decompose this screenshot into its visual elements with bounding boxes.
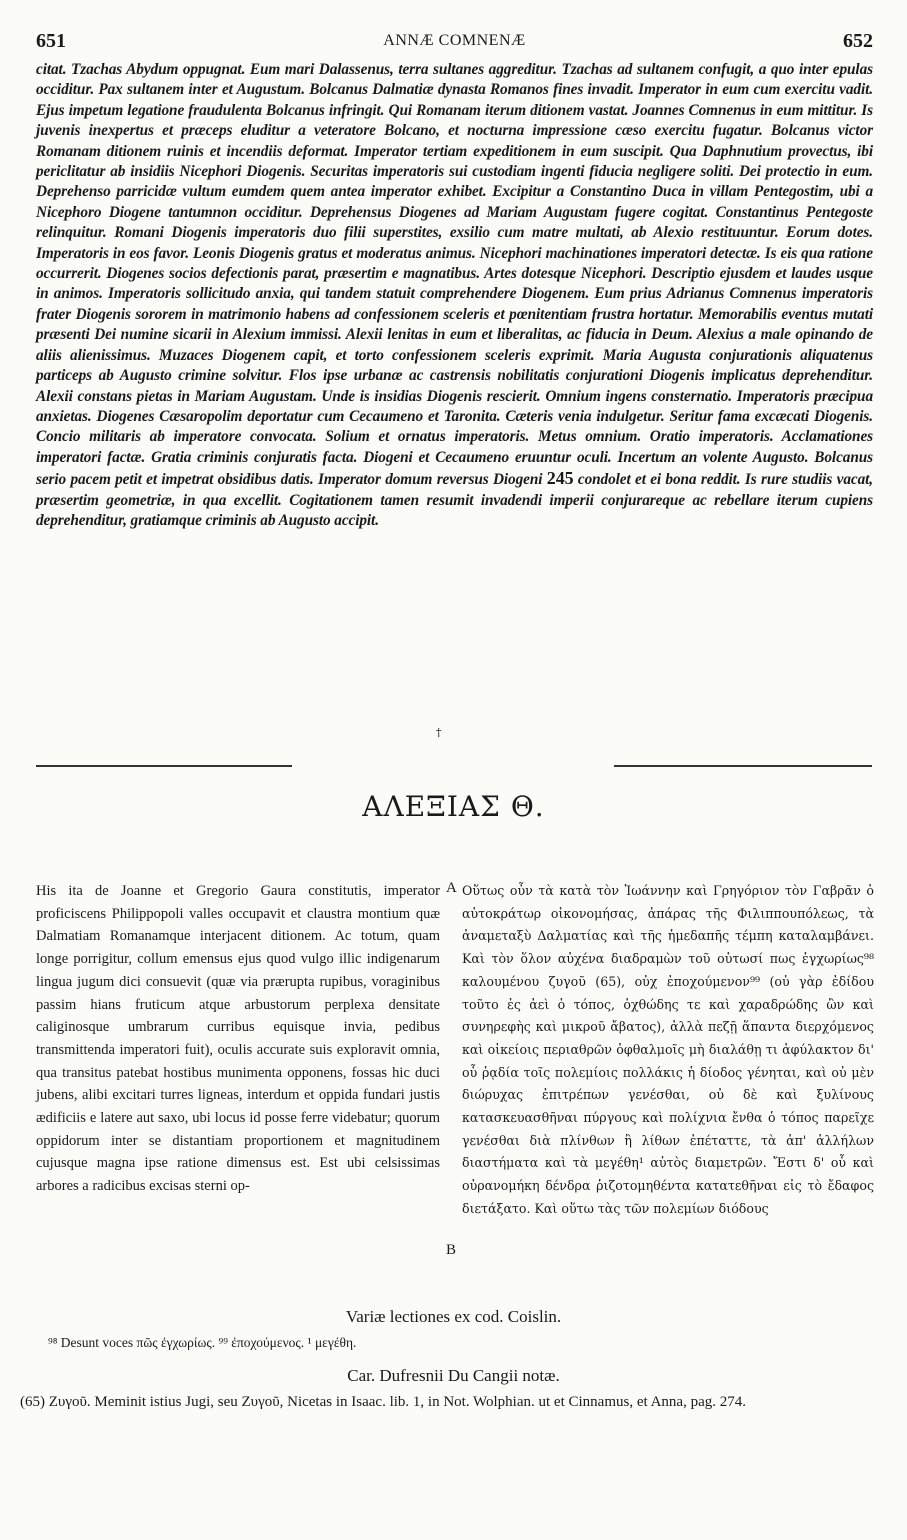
divider-mark: † [436,726,442,739]
section-divider-left [36,765,292,767]
variant-readings-heading: Variæ lectiones ex cod. Coislin. [345,1307,562,1326]
chapter-summary [36,60,873,531]
column-marker-b: B [446,1242,457,1258]
page-header [36,30,873,56]
running-title: ANNÆ COMNENÆ [383,32,526,49]
variant-readings-note: ⁹⁸ Desunt voces πῶς ἐγχωρίως. ⁹⁹ ἐποχούμενος. ¹ μεγέθη. [48,1335,357,1350]
latin-column: His ita de Joanne et Gregorio Gaura constitutis, imperator proficiscens Philippopoli valles occupavit et claustra montium quæ Dalmatiam Romanamque interjacent ditionem. Ac totum, quam longe porrigitur, collum emensus ejus quod vulgo illic indigenarum lingua jugum dici consuevit (quæ via prærupta rupibus, voraginibus passim hians fruticum atque arbustorum perplexa densitate caliginosque umbrarum curribus equisque invia, pedibus transmittenda imperatori fuit), oculis accurate suis exploravit omnia, qua transitus patebat hostibus munimenta opponens, fossas hic duci jubens, alibi excitari turres ligneas, interdum et oppida fundari justis ædificiis e latere aut saxo, ubi locus id posse ferre videbatur; quorum oppidorum inter se distantiam proportionem et magnitudinem cujusque magna ipse ratione dimensus est. Est ubi celsissimas arbores a radicibus excisas sterni op- [36,883,440,1195]
page-marker: 245 [546,468,574,489]
column-marker-a: A [446,880,457,896]
section-divider-right [614,765,872,767]
book-title: ΑΛΕΞΙΑΣ Θ. [362,790,545,823]
notes-heading: Car. Dufresnii Du Cangii notæ. [347,1366,560,1385]
page-number-left: 651 [36,30,66,52]
greek-column: Οὕτως οὖν τὰ κατὰ τὸν Ἰωάννην καὶ Γρηγόριον τὸν Γαβρᾶν ὁ αὐτοκράτωρ οἰκονομήσας, ἀπάρας τῆς Φιλιππουπόλεως, τὰ ἀναμεταξὺ Δαλματίας καὶ τῆς ἡμεδαπῆς τέμπη καταλαμβάνει. Καὶ τὸν ὅλον αὐχένα διαδραμὼν τοῦ οὑτωσί πως ἐγχωρίως⁹⁸ καλουμένου ζυγοῦ (65), οὐχ ἐποχούμενον⁹⁹ (οὐ γὰρ ἐδίδου τοῦτο ἐς ἀεὶ ὁ τόπος, ὀχθώδης τε καὶ χαραδρώδης ὢν καὶ συνηρεφὴς καὶ μικροῦ ἄβατος), ἀλλὰ πεζῇ ἅπαντα διερχόμενος καὶ οἰκείοις περιαθρῶν ὀφθαλμοῖς μὴ διαλάθῃ τι ἀφύλακτον δι' οὗ ῥᾳδία τοῖς πολεμίοις πολλάκις ἡ δίοδος γένηται, καὶ οὐ μὲν διώρυχας ἐπιτρέπων γενέσθαι, οὐ δὲ καὶ ξυλίνους κατασκευασθῆναι πύργους καὶ πολίχνια ἔνθα ὁ τόπος παρεῖχε γενέσθαι διὰ πλίνθων ἢ λίθων ἐπέταττε, τὰ ἀπ' ἀλλήλων διαστήματα καὶ τὰ μεγέθη¹ αὐτὸς διαμετρῶν. Ἔστι δ' οὗ καὶ οὐρανομήκη δένδρα ῥιζοτομηθέντα κατατεθῆναι εἰς τὸ ἔδαφος διετάξατο. Καὶ οὕτω τὰς τῶν πολεμίων διόδους [462,883,874,1216]
footnote-text: (65) Ζυγοῦ. Meminit istius Jugi, seu Ζυγοῦ, Nicetas in Isaac. lib. 1, in Not. Wolphian. ut et Cinnamus, et Anna, pag. 274. [20,1394,746,1410]
page-number-right: 652 [843,30,873,52]
summary-text-after: condolet et ei bona reddit. Is rure studiis vacat, præsertim geometriæ, in qua excellit. Cogitationem tamen resumit invadendi imperii conjurareque ac rebellare iterum cupiens deprehenditur, gratiamque criminis ab Augusto accipit. [36,471,873,529]
summary-text-before: citat. Tzachas Abydum oppugnat. Eum mari Dalassenus, terra sultanes aggreditur. Tzachas ad sultanem confugit, a quo inter epulas occiditur. Pax sultanem inter et Augustum. Bolcanus Dalmatiæ dynasta Romanos fines invadit. Imperator in eum cum exercitu vadit. Ejus impetum legatione fraudulenta Bolcanus infringit. Qui Romanam iterum ditionem vastat. Joannes Comnenus in eum mittitur. Is juvenis inexpertus et præceps eluditur a veteratore Bolcano, et nocturna impressione cæso exercitu fugatur. Bolcanus victor Romanam ditionem ruinis et incendiis deformat. Imperator tertiam expeditionem in eum suscipit. Qua Daphnutium provectus, ibi periclitatur ab insidiis Nicephori Diogenis. Securitas imperatoris sui custodiam ingenti fiducia negligere soliti. Dei protectio in eum. Deprehenso parricidæ vultum eumdem quem antea imperator exhibet. Excipitur a Constantino Duca in villam Pentegostim, ubi a Nicephoro Diogene tantumnon occiditur. Deprehensus Diogenes ad Mariam Augustam fugere cogitat. Constantinus Pentegoste relinquitur. Romani Diogenis imperatoris duo filii superstites, exsilio cum matre multati, ab Alexio restituuntur. Eorum dotes. Imperatoris in eos favor. Leonis Diogenis gratus et moderatus animus. Nicephori machinationes imperatori detectæ. Is eis qua ratione occurrerit. Diogenes socios defectionis parat, præsertim e magnatibus. Artes dotesque Nicephori. Descriptio ejusdem et laudes usque in animos. Imperatoris sollicitudo anxia, qui tandem statuit comprehendere Diogenem. Eum prius Adrianus Comnenus imperatoris frater Diogenis sororem in matrimonio habens ad confessionem sceleris et pœnitentiam frustra hortatur. Memorabilis eventus mutati præsenti Dei numine sicarii in Alexium immissi. Alexii lenitas in eum et liberalitas, ac fiducia in Deum. Alexius a male opinando de aliis alienissimus. Muzaces Diogenem capit, et torto confessionem sceleris exprimit. Maria Augusta conjurationis aliquatenus particeps ab Augusto crimine solvitur. Flos ipse urbanæ ac castrensis nobilitatis conjurationi Diogenis implicatus deprehenditur. Alexii constans pietas in Mariam Augustam. Unde is insidias Diogenis rescierit. Omnium ingens consternatio. Imperatoris præcipua anxietas. Diogenes Cæsaropolim deportatur cum Cecaumeno et Taronita. Cæteris venia indulgetur. Seritur fama excæcati Diogenis. Concio militaris ab imperatore convocata. Solium et ornatus imperatoris. Metus omnium. Oratio imperatoris. Acclamationes imperatori factæ. Gratia criminis conjuratis facta. Diogeni et Cecaumeno eruuntur oculi. Incertum an volente Augusto. Bolcanus serio pacem petit et impetrat obsidibus datis. Imperator domum reversus Diogeni [36,61,873,489]
